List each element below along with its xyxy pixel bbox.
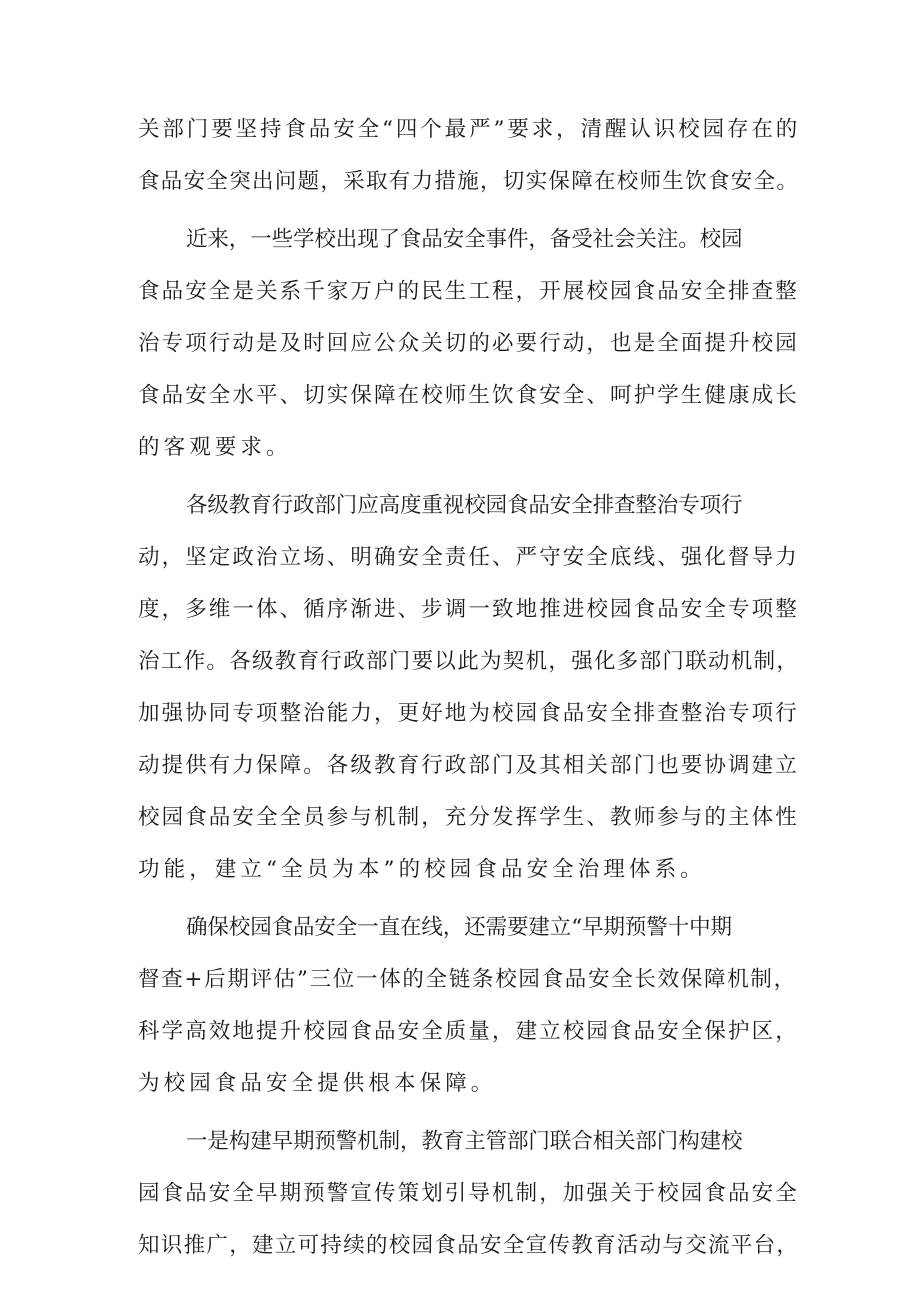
text-line: 动，坚定政治立场、明确安全责任、严守安全底线、强化督导力 [138,545,799,570]
paragraph-first-line: 近来，一些学校出现了食品安全事件，备受社会关注。校园 [186,227,743,252]
text-line: 校园食品安全全员参与机制，充分发挥学生、教师参与的主体性 [138,805,799,830]
text-line: 的客观要求。 [138,435,292,460]
text-line: 加强协同专项整治能力，更好地为校园食品安全排查整治专项行 [138,701,799,726]
text-line: 食品安全水平、切实保障在校师生饮食安全、呵护学生健康成长 [138,383,799,408]
text-line: 度，多维一体、循序渐进、步调一致地推进校园食品安全专项整 [138,597,799,622]
text-line: 动提供有力保障。各级教育行政部门及其相关部门也要协调建立 [138,753,799,778]
paragraph-first-line: 各级教育行政部门应高度重视校园食品安全排查整治专项行 [186,493,743,518]
text-line: 关部门要坚持食品安全“四个最严”要求，清醒认识校园存在的 [138,117,801,142]
text-line: 功能，建立“全员为本”的校园食品安全治理体系。 [138,857,706,882]
text-line: 督查+后期评估”三位一体的全链条校园食品安全长效保障机制， [138,967,797,992]
text-line: 为校园食品安全提供根本保障。 [138,1071,497,1096]
text-line: 治专项行动是及时回应公众关切的必要行动，也是全面提升校园 [138,331,799,356]
paragraph-first-line: 一是构建早期预警机制，教育主管部门联合相关部门构建校 [186,1129,743,1154]
paragraph-first-line: 确保校园食品安全一直在线，还需要建立“早期预警十中期 [186,915,732,940]
text-line: 知识推广，建立可持续的校园食品安全宣传教育活动与交流平台， [138,1233,800,1258]
text-line: 食品安全是关系千家万户的民生工程，开展校园食品安全排查整 [138,279,799,304]
text-line: 治工作。各级教育行政部门要以此为契机，强化多部门联动机制， [138,649,800,674]
text-line: 园食品安全早期预警宣传策划引导机制，加强关于校园食品安全 [138,1181,799,1206]
text-line: 科学高效地提升校园食品安全质量，建立校园食品安全保护区， [138,1019,799,1044]
text-line: 食品安全突出问题，采取有力措施，切实保障在校师生饮食安全。 [138,169,800,194]
